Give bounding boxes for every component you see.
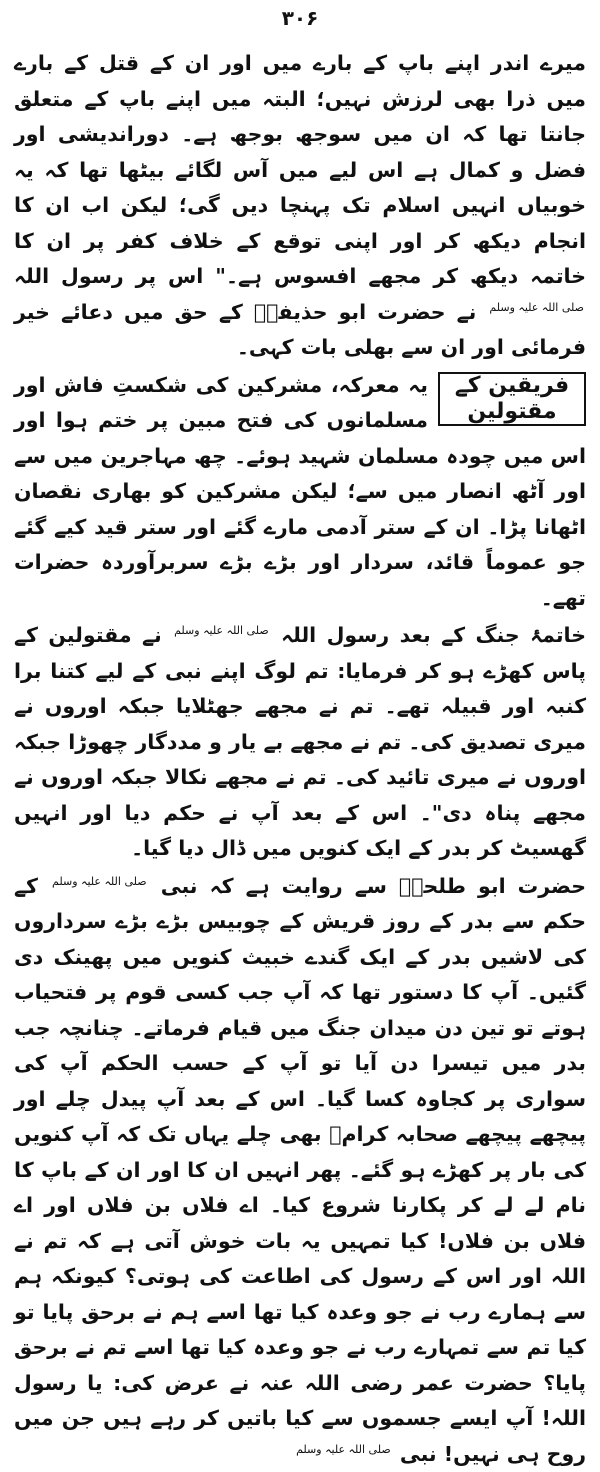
- paragraph-3-text-before: خاتمۂ جنگ کے بعد رسول اللہ: [281, 623, 586, 647]
- paragraph-4: [14, 869, 586, 1472]
- paragraph-1: [14, 46, 586, 366]
- honorific-ligature: صلی اللہ علیہ وسلم: [172, 624, 271, 638]
- honorific-ligature: صلی اللہ علیہ وسلم: [294, 1443, 393, 1457]
- paragraph-4-text-before: حضرت ابو طلحہؓ سے روایت ہے کہ نبی: [161, 874, 586, 898]
- paragraph-2-text: یہ معرکہ، مشرکین کی شکستِ فاش اور مسلمانوں کی فتح مبین پر ختم ہوا اور اس میں چودہ مسلمان شہید ہوئے۔ چھ مہاجرین میں سے اور آٹھ انصار میں سے؛ لیکن مشرکین کو بھاری نقصان اٹھانا پڑا۔ ان کے ستر آدمی مارے گئے اور ستر قید کیے گئے جو عموماً قائد، سردار اور بڑے بڑے سربرآوردہ حضرات تھے۔: [14, 373, 586, 610]
- paragraph-4-text-after: کے حکم سے بدر کے روز قریش کے چوبیس بڑے بڑے سرداروں کی لاشیں بدر کے ایک گندے خبیث کنویں میں پھینک دی گئیں۔ آپ کا دستور تھا کہ آپ جب کسی قوم پر فتحیاب ہوتے تو تین دن میدان جنگ میں قیام فرماتے۔ چنانچہ جب بدر میں تیسرا دن آیا تو آپ کے حسب الحکم آپ کی سواری پر کجاوہ کسا گیا۔ اس کے بعد آپ پیدل چلے اور پیچھے پیچھے صحابہ کرامؓ بھی چلے یہاں تک کہ آپ کنویں کی بار پر کھڑے ہو گئے۔ پھر انہیں ان کا اور ان کے باپ کا نام لے لے کر پکارنا شروع کیا۔ اے فلاں بن فلاں اور اے فلاں بن فلاں! کیا تمہیں یہ بات خوش آتی ہے کہ تم نے اللہ اور اس کے رسول کی اطاعت کی ہوتی؟ کیونکہ ہم سے ہمارے رب نے جو وعدہ کیا تھا اسے ہم نے برحق پایا تو کیا تم سے تمہارے رب نے جو وعدہ کیا تھا اسے تم نے برحق پایا؟ حضرت عمر رضی اللہ عنہ نے عرض کی: یا رسول اللہ! آپ ایسے جسموں سے کیا باتیں کر رہے ہیں جن میں روح ہی نہیں! نبی: [14, 874, 586, 1466]
- section-heading-box: [438, 372, 586, 426]
- paragraph-3: [14, 618, 586, 867]
- paragraph-2: [14, 368, 586, 617]
- section-heading: فریقین کے مقتولین: [440, 373, 584, 425]
- paragraph-1-text-after: نے حضرت ابو حذیفہؓ کے حق میں دعائے خیر فرمائی اور ان سے بھلی بات کہی۔: [14, 300, 586, 360]
- paragraph-1-text-before: میرے اندر اپنے باپ کے بارے میں اور ان کے قتل کے بارے میں ذرا بھی لرزش نہیں؛ البتہ میں اپنے باپ کے متعلق جانتا تھا کہ ان میں سوجھ بوجھ ہے۔ دوراندیشی اور فضل و کمال ہے اس لیے میں آس لگائے بیٹھا تھا کہ یہ خوبیاں انہیں اسلام تک پہنچا دیں گی؛ لیکن اب ان کا انجام دیکھ کر اور اپنی توقع کے خلاف کفر پر ان کا خاتمہ دیکھ کر مجھے افسوس ہے۔" اس پر رسول اللہ: [14, 51, 586, 288]
- page-number: ۳۰۶: [0, 6, 600, 30]
- honorific-ligature: صلی اللہ علیہ وسلم: [50, 875, 149, 889]
- page-body: [14, 46, 586, 1472]
- paragraph-3-text-after: نے مقتولین کے پاس کھڑے ہو کر فرمایا: تم لوگ اپنے نبی کے لیے کتنا برا کنبہ اور قبیلہ تھے۔ تم نے مجھے جھٹلایا جبکہ اوروں نے میری تصدیق کی۔ تم نے مجھے بے یار و مددگار چھوڑا جبکہ اوروں نے میری تائید کی۔ تم نے مجھے نکالا جبکہ اوروں نے مجھے پناہ دی"۔ اس کے بعد آپ نے حکم دیا اور انہیں گھسیٹ کر بدر کے ایک کنویں میں ڈال دیا گیا۔: [14, 623, 586, 860]
- honorific-ligature: صلی اللہ علیہ وسلم: [487, 301, 586, 315]
